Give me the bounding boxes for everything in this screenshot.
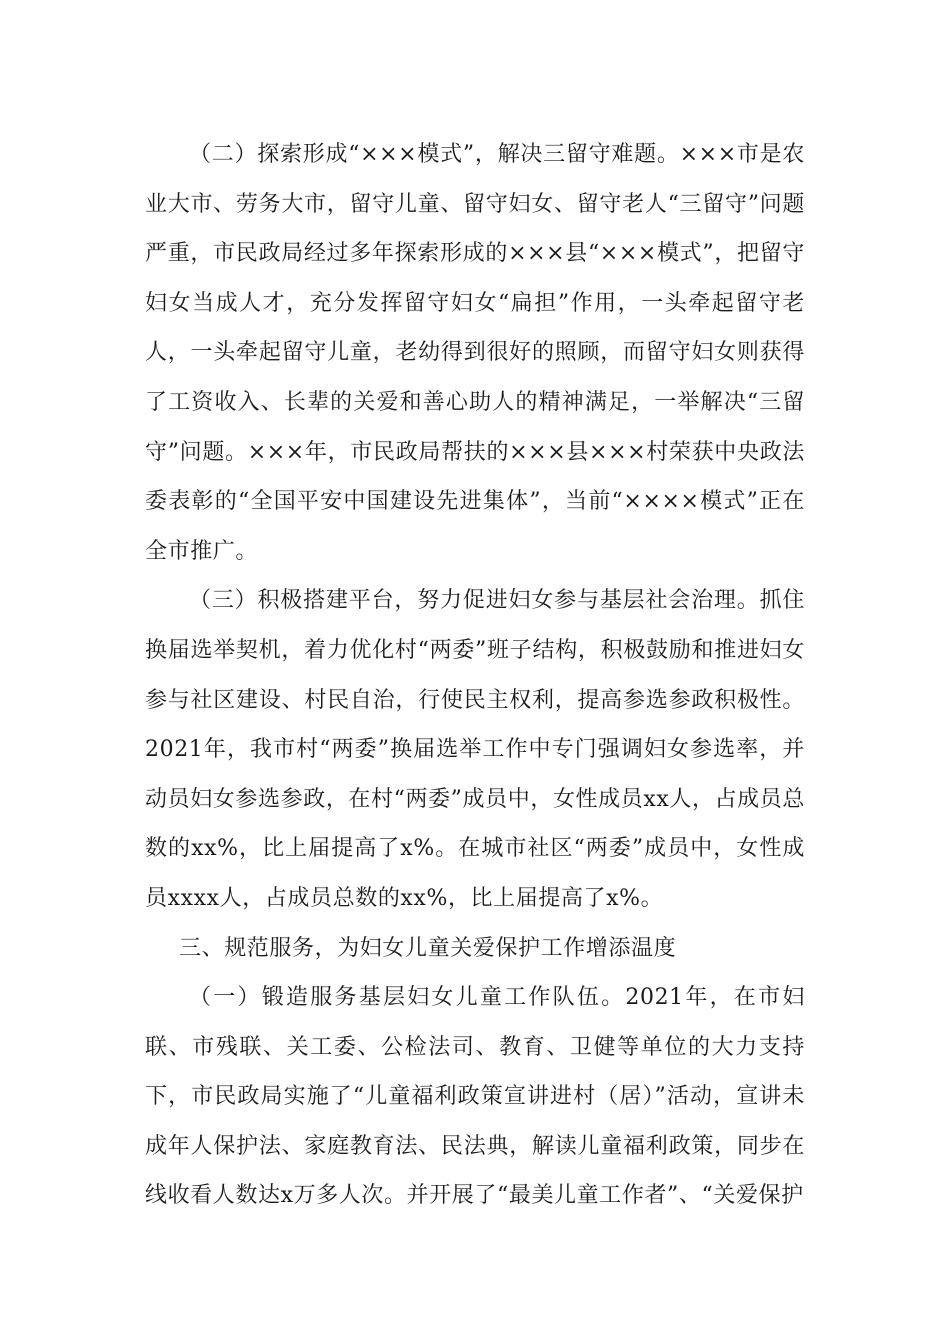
paragraph-left-behind-model: （二）探索形成“×××模式”，解决三留守难题。×××市是农业大市、劳务大市，留守儿童、留守妇女、留守老人“三留守”问题严重，市民政局经过多年探索形成的×××县“×××模式”，把留守妇女当成人才，充分发挥留守妇女“扁担”作用，一头牵起留守老人，一头牵起留守儿童，老幼得到很好的照顾，而留守妇女则获得了工资收入、长辈的关爱和善心助人的精神满足，一举解决“三留守”问题。×××年，市民政局帮扶的×××县×××村荣获中央政法委表彰的“全国平安中国建设先进集体”，当前“××××模式”正在全市推广。 [145,142,805,564]
document-body [145,130,805,1221]
section-heading-standardized-service: 三、规范服务，为妇女儿童关爱保护工作增添温度 [179,935,677,961]
paragraph-service-team: （一）锻造服务基层妇女儿童工作队伍。2021年，在市妇联、市残联、关工委、公检法司、教育、卫健等单位的大力支持下，市民政局实施了“儿童福利政策宣讲进村（居）”活动，宣讲未成年人保护法、家庭教育法、民法典，解读儿童福利政策，同步在线收看人数达x万多人次。并开展了“最美儿童工作者”、“关爱保护 [145,985,805,1209]
paragraph-grassroots-governance: （三）积极搭建平台，努力促进妇女参与基层社会治理。抓住换届选举契机，着力优化村“两委”班子结构，积极鼓励和推进妇女参与社区建设、村民自治，行使民主权利，提高参选参政积极性。2021年，我市村“两委”换届选举工作中专门强调妇女参选率，并动员妇女参选参政，在村“两委”成员中，女性成员xx人，占成员总数的xx%，比上届提高了x%。在城市社区“两委”成员中，女性成员xxxx人，占成员总数的xx%，比上届提高了x%。 [145,588,805,911]
